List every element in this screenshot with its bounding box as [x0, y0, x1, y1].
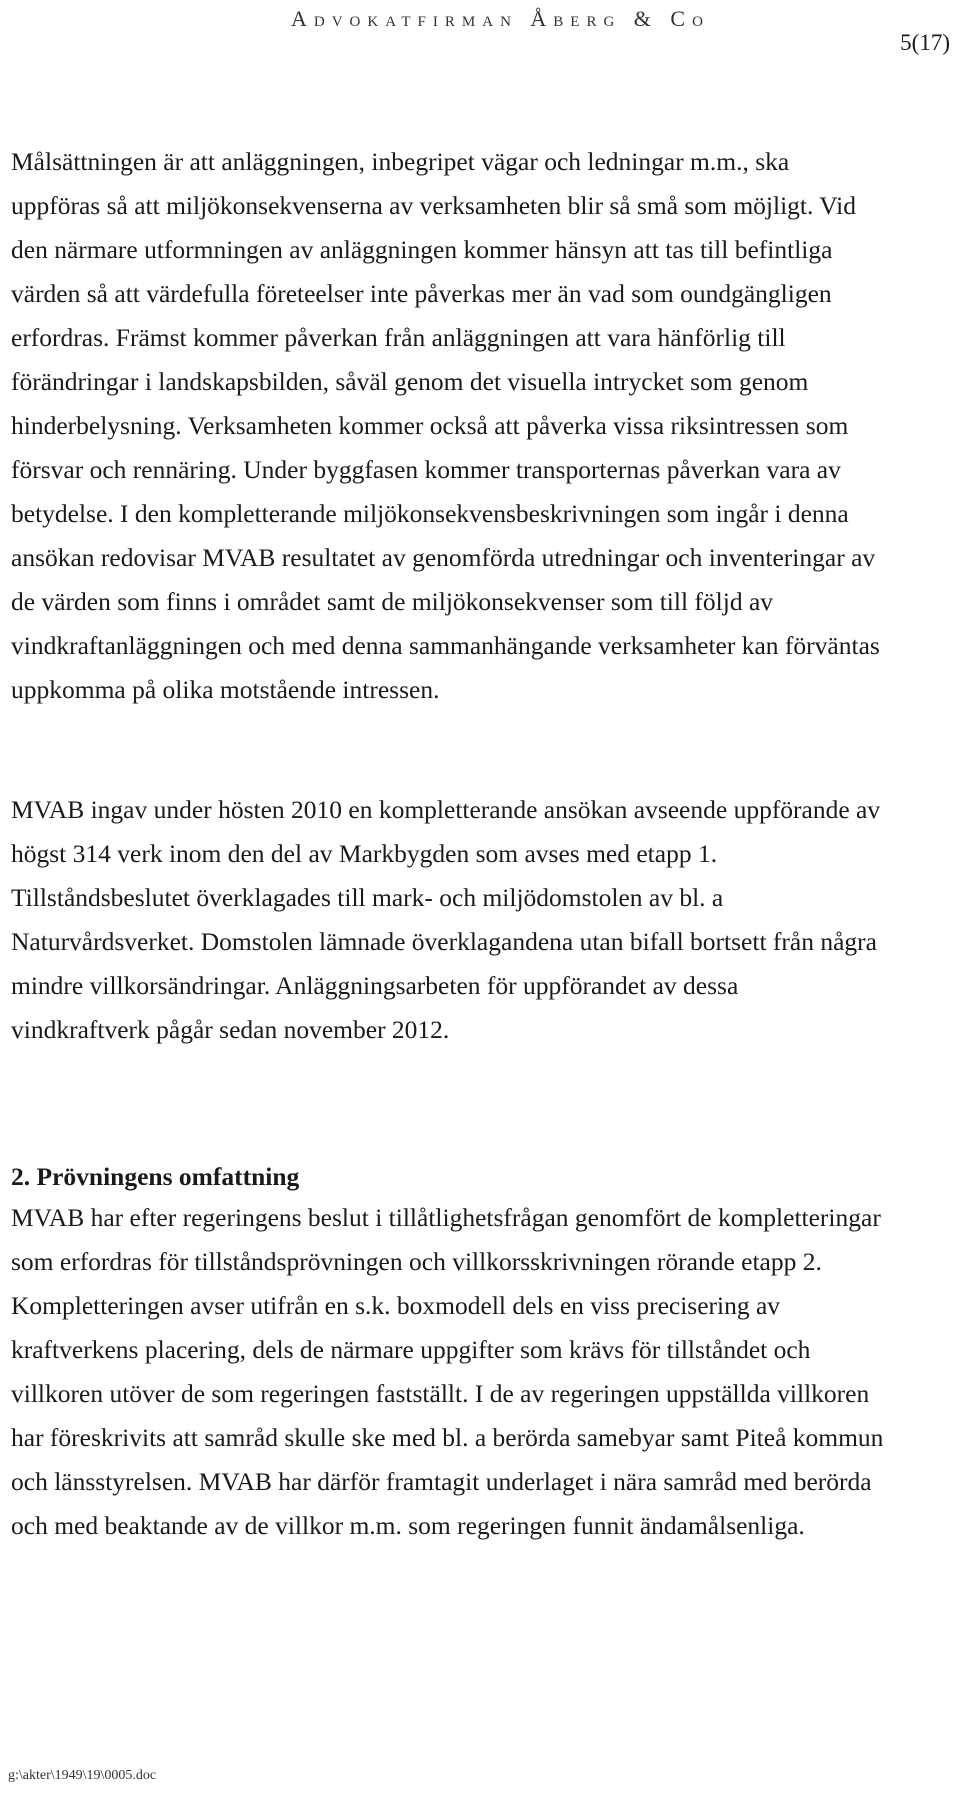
paragraph-objectives [11, 140, 957, 712]
section-heading: 2. Prövningens omfattning [11, 1162, 300, 1191]
text-line: betydelse. I den kompletterande miljökonsekvensbeskrivningen som ingår i denna [11, 499, 849, 528]
text-line: och länsstyrelsen. MVAB har därför framtagit underlaget i nära samråd med berörda [11, 1467, 872, 1496]
text-line: uppföras så att miljökonsekvenserna av verksamheten blir så små som möjligt. Vid [11, 191, 856, 220]
text-line: försvar och rennäring. Under byggfasen kommer transporternas påverkan vara av [11, 455, 841, 484]
text-line: högst 314 verk inom den del av Markbygden som avses med etapp 1. [11, 839, 718, 868]
text-line: har föreskrivits att samråd skulle ske med bl. a berörda samebyar samt Piteå kommun [11, 1423, 884, 1452]
text-line: förändringar i landskapsbilden, såväl genom det visuella intrycket som genom [11, 367, 809, 396]
text-line: villkoren utöver de som regeringen fastställt. I de av regeringen uppställda villkoren [11, 1379, 870, 1408]
text-line: hinderbelysning. Verksamheten kommer också att påverka vissa riksintressen som [11, 411, 849, 440]
text-line: den närmare utformningen av anläggningen kommer hänsyn att tas till befintliga [11, 235, 833, 264]
text-line: Målsättningen är att anläggningen, inbegripet vägar och ledningar m.m., ska [11, 147, 790, 176]
text-line: vindkraftanläggningen och med denna sammanhängande verksamheter kan förväntas [11, 631, 880, 660]
text-line: Naturvårdsverket. Domstolen lämnade överklagandena utan bifall bortsett från några [11, 927, 877, 956]
text-line: vindkraftverk pågår sedan november 2012. [11, 1015, 450, 1044]
text-line: kraftverkens placering, dels de närmare uppgifter som krävs för tillståndet och [11, 1335, 811, 1364]
footer-file-path: g:\akter\1949\19\0005.doc [8, 1768, 157, 1783]
letterhead-firm-name: Advokatfirman Åberg & Co [291, 6, 710, 31]
text-line: uppkomma på olika motstående intressen. [11, 675, 440, 704]
page-number: 5(17) [900, 30, 950, 55]
text-line: som erfordras för tillståndsprövningen och villkorsskrivningen rörande etapp 2. [11, 1247, 822, 1276]
text-line: ansökan redovisar MVAB resultatet av genomförda utredningar och inventeringar av [11, 543, 876, 572]
text-line: Tillståndsbeslutet överklagades till mark- och miljödomstolen av bl. a [11, 883, 724, 912]
text-line: de värden som finns i området samt de miljökonsekvenser som till följd av [11, 587, 774, 616]
paragraph-scope [11, 1196, 957, 1548]
text-line: mindre villkorsändringar. Anläggningsarbeten för uppförandet av dessa [11, 971, 739, 1000]
paragraph-application-history [11, 788, 957, 1052]
text-line: och med beaktande av de villkor m.m. som regeringen funnit ändamålsenliga. [11, 1511, 805, 1540]
text-line: värden så att värdefulla företeelser inte påverkas mer än vad som oundgängligen [11, 279, 832, 308]
text-line: MVAB har efter regeringens beslut i tillåtlighetsfrågan genomfört de kompletteringar [11, 1203, 881, 1232]
text-line: MVAB ingav under hösten 2010 en kompletterande ansökan avseende uppförande av [11, 795, 881, 824]
text-line: erfordras. Främst kommer påverkan från anläggningen att vara hänförlig till [11, 323, 786, 352]
text-line: Kompletteringen avser utifrån en s.k. boxmodell dels en viss precisering av [11, 1291, 781, 1320]
